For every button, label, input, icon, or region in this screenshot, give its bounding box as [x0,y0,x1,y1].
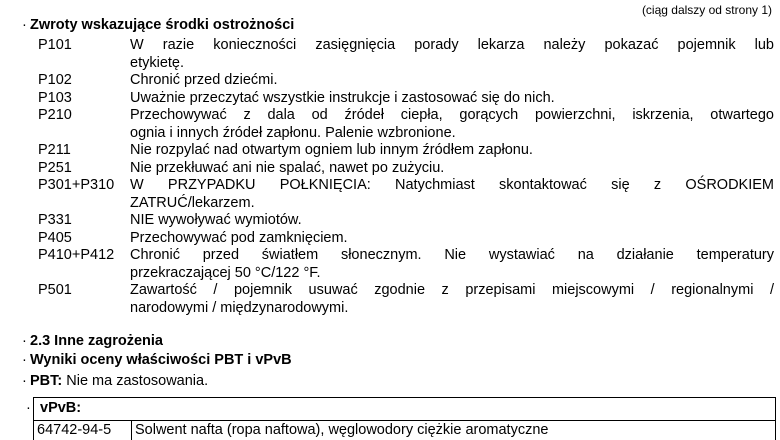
precautionary-statements-table [38,37,778,317]
statement-line: przekraczającej 50 °C/122 °F. [130,264,321,281]
statement-line: Zawartość / pojemnik usuwać zgodnie z przepisami miejscowymi / regionalnymi / [130,282,774,298]
statement-line: Chronić przed światłem słonecznym. Nie wystawiać na działanie temperatury [130,247,774,263]
pbt-heading-text: Wyniki oceny właściwości PBT i vPvB [30,352,292,368]
statement-code: P410+P412 [38,247,115,263]
statement-text [130,72,774,90]
statement-line: etykietę. [130,54,184,71]
table-row [38,282,778,317]
statement-code: P251 [38,159,72,176]
vpvb-table [26,397,776,440]
statement-line: W razie konieczności zasięgnięcia porady lekarza należy pokazać pojemnik lub [130,37,774,53]
bullet-marker: · [22,17,27,33]
statement-line: narodowymi / międzynarodowymi. [130,299,349,316]
bullet-marker: · [22,373,27,389]
statement-line: ZATRUĆ/lekarzem. [130,194,255,211]
other-hazards-heading-text: 2.3 Inne zagrożenia [30,333,163,349]
pbt-label: PBT: [30,373,63,389]
precautionary-heading-text: Zwroty wskazujące środki ostrożności [30,17,295,33]
pbt-value: Nie ma zastosowania. [66,373,209,389]
statement-text [130,177,774,212]
statement-line: Przechowywać pod zamknięciem. [130,229,348,246]
statement-code: P331 [38,212,72,228]
statement-code: P405 [38,229,72,246]
cas-number: 64742-94-5 [34,421,132,440]
statement-text [130,230,774,248]
statement-line: Nie rozpylać nad otwartym ogniem lub innym źródłem zapłonu. [130,142,533,158]
statement-line: Uważnie przeczytać wszystkie instrukcje i zastosować się do nich. [130,89,555,106]
statement-text [130,247,774,282]
pbt-line [22,373,209,389]
table-row [38,37,778,72]
statement-code: P102 [38,72,72,88]
statement-text [130,160,774,178]
statement-code: P103 [38,89,72,106]
table-row [38,90,778,108]
substance-name: Solwent nafta (ropa naftowa), węglowodory ciężkie aromatyczne [135,422,549,438]
vpvb-header [26,398,775,421]
table-row [38,72,778,90]
statement-text [130,142,774,160]
table-row [38,212,778,230]
statement-line: ognia i innych źródeł zapłonu. Palenie wzbronione. [130,124,456,141]
table-row [38,142,778,160]
table-row [38,107,778,142]
vpvb-label: vPvB: [40,400,82,416]
table-row [38,247,778,282]
statement-text [130,90,774,108]
continued-note: (ciąg dalszy od strony 1) [641,3,772,17]
statement-code: P101 [38,37,72,53]
bullet-marker: · [26,400,31,416]
bullet-marker: · [22,333,27,349]
statement-line: Przechowywać z dala od źródeł ciepła, gorących powierzchni, iskrzenia, otwartego [130,107,774,123]
statement-code: P210 [38,107,72,123]
other-hazards-heading [22,333,163,349]
statement-line: NIE wywoływać wymiotów. [130,212,302,228]
statement-line: Chronić przed dziećmi. [130,72,278,88]
table-row [38,177,778,212]
statement-code: P211 [38,142,71,158]
bullet-marker: · [22,352,27,368]
statement-text [130,37,774,72]
table-row [38,230,778,248]
statement-text [130,282,774,317]
table-row [34,421,775,440]
statement-code: P301+P310 [38,177,115,193]
statement-line: W PRZYPADKU POŁKNIĘCIA: Natychmiast skontaktować się z OŚRODKIEM [130,177,774,193]
statement-text [130,212,774,230]
pbt-heading [22,352,292,368]
statement-text [130,107,774,142]
statement-line: Nie przekłuwać ani nie spalać, nawet po zużyciu. [130,159,445,176]
precautionary-heading [22,17,295,33]
statement-code: P501 [38,282,72,298]
table-row [38,160,778,178]
